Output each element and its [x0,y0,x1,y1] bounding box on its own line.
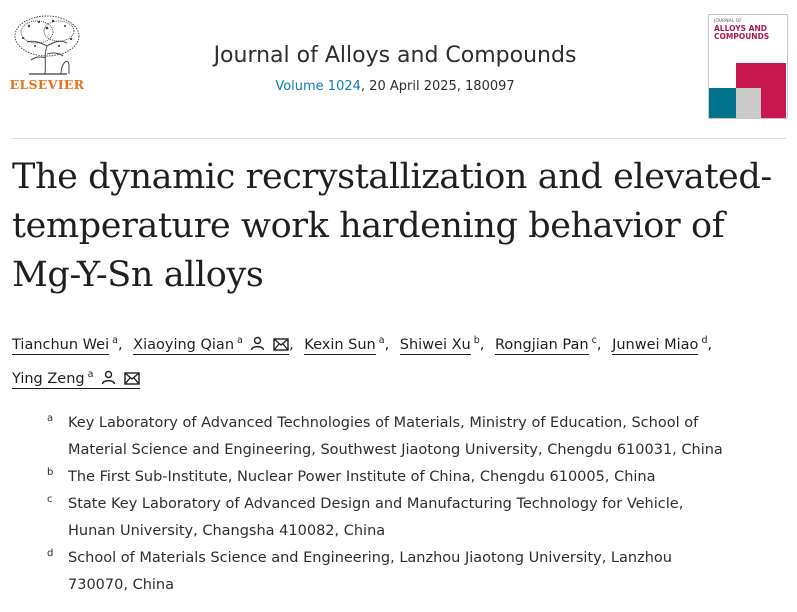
cover-title [714,25,769,41]
affiliation-ref[interactable]: a [87,369,94,380]
article-title-line: The dynamic recrystallization and elevated- [12,157,772,197]
affiliation-item [44,464,789,491]
affiliation-text: The First Sub-Institute, Nuclear Power Institute of China, Chengdu 610005, China [68,469,656,485]
affiliation-item [44,545,789,599]
tree-icon [9,12,85,78]
affiliation-text: State Key Laboratory of Advanced Design and Manufacturing Technology for Vehicle, [68,496,684,512]
cover-small-text: JOURNAL OF [714,19,742,24]
affiliation-label: b [47,467,54,478]
person-icon[interactable] [250,333,265,361]
author-name-text: Ying Zeng [12,371,85,387]
article-title-line: Mg-Y-Sn alloys [12,255,264,295]
author-kexin-sun[interactable] [304,337,384,353]
person-icon[interactable] [101,367,116,395]
author-xiaoying-qian[interactable] [133,337,289,355]
affiliation-label: a [47,413,54,424]
author-ying-zeng[interactable] [12,371,140,389]
author-tianchun-wei[interactable] [12,337,118,353]
affiliation-text: Material Science and Engineering, Southwest Jiaotong University, Chengdu 610031, China [68,442,723,458]
affiliation-text: Hunan University, Changsha 410082, China [68,523,386,539]
cover-block [736,88,761,118]
author-junwei-miao[interactable] [612,337,707,353]
author-name[interactable]: Junwei Miao [612,337,699,353]
author-name[interactable]: Rongjian Pan [495,337,589,353]
author-name[interactable] [133,337,289,355]
affiliation-text: 730070, China [68,577,174,593]
cover-block [761,88,786,118]
cover-block [709,88,736,118]
journal-header [0,0,797,138]
author-name[interactable]: Kexin Sun [304,337,376,353]
cover-title-line: COMPOUNDS [714,32,770,41]
issue-info: , 20 April 2025, 180097 [360,79,515,94]
journal-meta [150,79,640,94]
volume-link[interactable]: Volume 1024 [275,79,361,94]
cover-block [736,63,761,88]
author-name-text: Xiaoying Qian [133,337,235,353]
affiliation-label: d [47,548,54,559]
affiliation-ref[interactable]: a [112,335,118,346]
author-list [12,327,792,395]
author-separator: , [479,337,485,353]
author-name[interactable] [12,371,140,389]
author-separator: , [707,337,713,353]
author-name[interactable]: Tianchun Wei [12,337,110,353]
publisher-name[interactable]: ELSEVIER [9,77,85,92]
author-rongjian-pan[interactable] [495,337,597,353]
author-separator: , [117,337,123,353]
author-separator: , [289,337,294,353]
author-separator: , [596,337,602,353]
cover-title-line: ALLOYS AND [714,24,767,33]
affiliation-text: School of Materials Science and Engineering, Lanzhou Jiaotong University, Lanzhou [68,550,672,566]
affiliation-label: c [47,494,53,505]
header-divider [12,138,786,139]
affiliation-ref[interactable]: a [378,335,385,346]
author-shiwei-xu[interactable] [400,337,480,353]
affiliation-ref[interactable]: a [237,335,243,346]
affiliation-list [44,410,789,599]
author-name[interactable]: Shiwei Xu [399,337,471,353]
article-title [12,153,792,300]
envelope-icon[interactable] [124,367,140,395]
affiliation-ref[interactable]: b [473,335,480,346]
affiliation-item [44,410,789,464]
article-title-line: temperature work hardening behavior of [12,206,725,246]
affiliation-item [44,491,789,545]
cover-block [761,63,786,88]
envelope-icon[interactable] [273,333,289,361]
affiliation-ref[interactable]: d [701,335,708,346]
affiliation-text: Key Laboratory of Advanced Technologies of Materials, Ministry of Education, School of [68,415,699,431]
author-separator: , [384,337,390,353]
journal-title[interactable]: Journal of Alloys and Compounds [213,43,577,68]
affiliation-ref[interactable]: c [591,335,597,346]
journal-cover-thumbnail[interactable] [708,14,788,119]
